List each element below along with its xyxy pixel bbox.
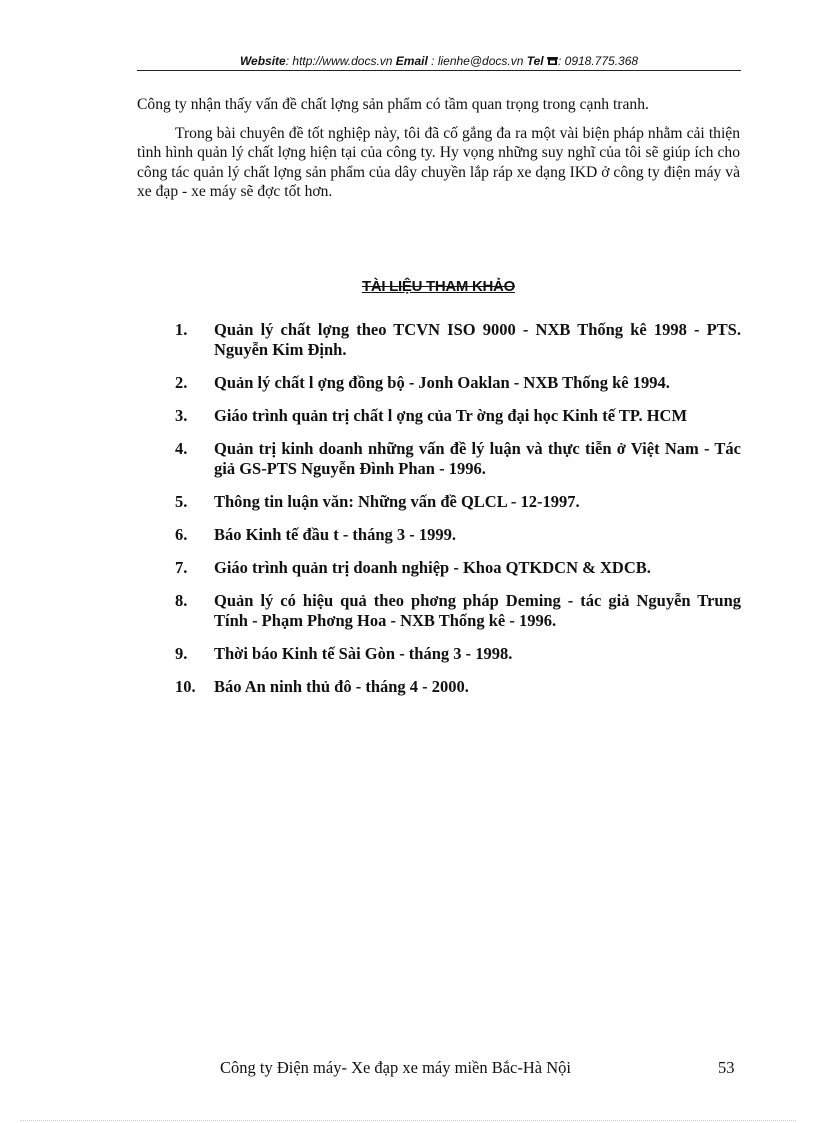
reference-item: [175, 492, 741, 512]
reference-item: [175, 406, 741, 426]
page-header: [137, 54, 741, 68]
reference-text: Quản lý chất l ợng đồng bộ - Jonh Oaklan - NXB Thống kê 1994.: [214, 373, 670, 392]
reference-item: [175, 320, 741, 360]
references-title: TÀI LIỆU THAM KHẢO: [362, 278, 515, 295]
reference-number: 10.: [175, 677, 196, 696]
reference-number: 5.: [175, 492, 188, 511]
reference-text: Giáo trình quản trị chất l ợng của Tr ờng đại học Kinh tế TP. HCM: [214, 406, 688, 425]
reference-text: Báo An ninh thủ đô - tháng 4 - 2000.: [214, 677, 469, 696]
website-label: Website: [239, 54, 286, 68]
reference-item: [175, 644, 741, 664]
reference-item: [175, 525, 741, 545]
reference-number: 7.: [175, 558, 188, 577]
phone-icon: [547, 56, 558, 66]
paragraph-1: Công ty nhận thấy vấn đề chất lợng sản phẩm có tầm quan trọng trong cạnh tranh.: [137, 96, 649, 113]
reference-item: [175, 439, 741, 479]
reference-item: [175, 373, 741, 393]
reference-number: 3.: [175, 406, 188, 425]
reference-text: Giáo trình quản trị doanh nghiệp - Khoa QTKDCN & XDCB.: [214, 558, 651, 577]
reference-text: Quản lý chất lợng theo TCVN ISO 9000 - NXB Thống kê 1998 - PTS. Nguyễn Kim Định.: [214, 320, 741, 359]
reference-number: 2.: [175, 373, 188, 392]
reference-number: 9.: [175, 644, 188, 663]
email-value: : lienhe@docs.vn: [431, 54, 524, 68]
paragraph-2: Trong bài chuyên đề tốt nghiệp này, tôi đã cố gắng đa ra một vài biện pháp nhằm cải thiện tình hình quản lý chất lợng hiện tại của công ty. Hy vọng những suy nghĩ của tôi sẽ giúp ích cho công tác quản lý chất lợng sản phẩm của dây chuyền lắp ráp xe dạng IKD ở công ty điện máy và xe đạp - xe máy sẽ đợc tốt hơn.: [137, 124, 740, 200]
reference-text: Quản lý có hiệu quả theo phơng pháp Deming - tác giả Nguyễn Trung Tính - Phạm Phơng Hoa - NXB Thống kê - 1996.: [214, 591, 741, 630]
email-label: Email: [395, 54, 428, 68]
footer-text: Công ty Điện máy- Xe đạp xe máy miền Bắc-Hà Nội: [220, 1058, 571, 1077]
tel-value: : 0918.775.368: [557, 54, 639, 68]
reference-item: [175, 558, 741, 578]
header-divider: [137, 70, 741, 71]
reference-text: Báo Kinh tế đầu t - tháng 3 - 1999.: [214, 525, 457, 544]
reference-number: 1.: [175, 320, 188, 339]
reference-item: [175, 591, 741, 631]
body-text: [137, 95, 740, 202]
reference-text: Quản trị kinh doanh những vấn đề lý luận và thực tiễn ở Việt Nam - Tác giả GS-PTS Nguyễn Đình Phan - 1996.: [214, 439, 741, 478]
page-number: 53: [718, 1058, 735, 1077]
reference-number: 6.: [175, 525, 188, 544]
reference-text: Thông tin luận văn: Những vấn đề QLCL - 12-1997.: [214, 492, 580, 511]
tel-label: Tel: [526, 54, 544, 68]
page-bottom-divider: [20, 1120, 796, 1121]
reference-item: [175, 677, 741, 697]
reference-text: Thời báo Kinh tế Sài Gòn - tháng 3 - 1998.: [214, 644, 513, 663]
reference-number: 8.: [175, 591, 188, 610]
reference-number: 4.: [175, 439, 188, 458]
references-list: [175, 320, 741, 710]
website-value: : http://www.docs.vn: [285, 54, 393, 68]
